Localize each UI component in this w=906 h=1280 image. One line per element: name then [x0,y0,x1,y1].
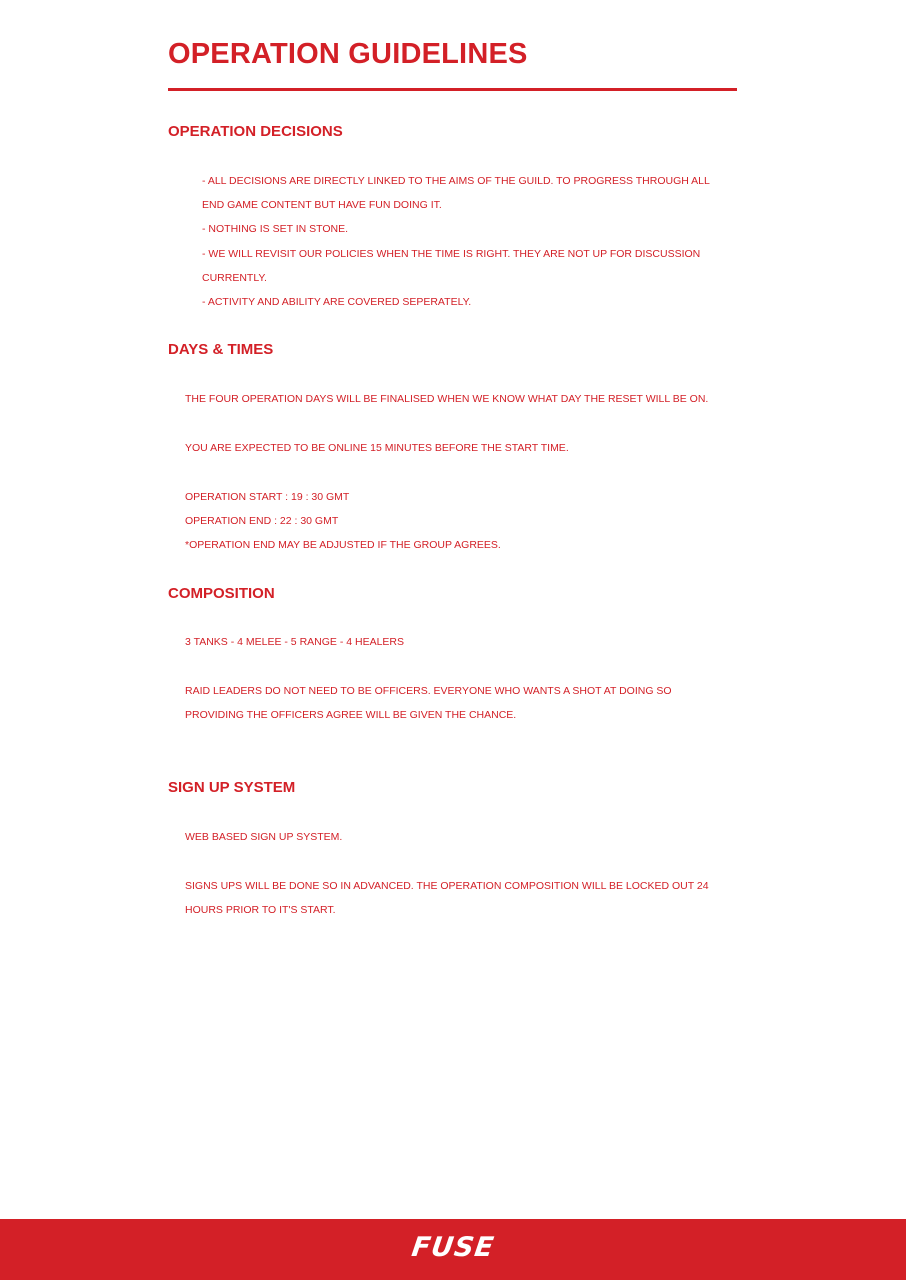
section-heading-decisions: OPERATION DECISIONS [168,123,343,140]
decisions-line: - ACTIVITY AND ABILITY ARE COVERED SEPERATELY. [202,296,472,308]
composition-line: RAID LEADERS DO NOT NEED TO BE OFFICERS. EVERYONE WHO WANTS A SHOT AT DOING SO [185,685,672,697]
signup-line: SIGNS UPS WILL BE DONE SO IN ADVANCED. THE OPERATION COMPOSITION WILL BE LOCKED OUT 24 [185,880,709,892]
days-line: THE FOUR OPERATION DAYS WILL BE FINALISED WHEN WE KNOW WHAT DAY THE RESET WILL BE ON. [185,393,709,405]
footer-bar [0,1219,906,1280]
composition-line: 3 TANKS - 4 MELEE - 5 RANGE - 4 HEALERS [185,636,405,648]
title-divider [168,88,737,91]
operation-start-time: OPERATION START : 19 : 30 GMT [185,491,350,503]
page-title: OPERATION GUIDELINES [168,38,528,70]
decisions-line: CURRENTLY. [202,272,267,284]
section-heading-signup: SIGN UP SYSTEM [168,779,296,796]
operation-end-time: OPERATION END : 22 : 30 GMT [185,515,339,527]
signup-line: HOURS PRIOR TO IT'S START. [185,904,336,916]
fuse-logo: FUSE [409,1232,497,1263]
decisions-line: - WE WILL REVISIT OUR POLICIES WHEN THE TIME IS RIGHT. THEY ARE NOT UP FOR DISCUSSION [202,248,701,260]
decisions-line: - NOTHING IS SET IN STONE. [202,223,349,235]
days-line: YOU ARE EXPECTED TO BE ONLINE 15 MINUTES BEFORE THE START TIME. [185,442,569,454]
composition-line: PROVIDING THE OFFICERS AGREE WILL BE GIVEN THE CHANCE. [185,709,517,721]
signup-line: WEB BASED SIGN UP SYSTEM. [185,831,343,843]
decisions-line: - ALL DECISIONS ARE DIRECTLY LINKED TO THE AIMS OF THE GUILD. TO PROGRESS THROUGH ALL [202,175,710,187]
decisions-line: END GAME CONTENT BUT HAVE FUN DOING IT. [202,199,442,211]
days-footnote: *OPERATION END MAY BE ADJUSTED IF THE GROUP AGREES. [185,539,501,551]
section-heading-composition: COMPOSITION [168,585,275,602]
section-heading-days-times: DAYS & TIMES [168,341,274,358]
